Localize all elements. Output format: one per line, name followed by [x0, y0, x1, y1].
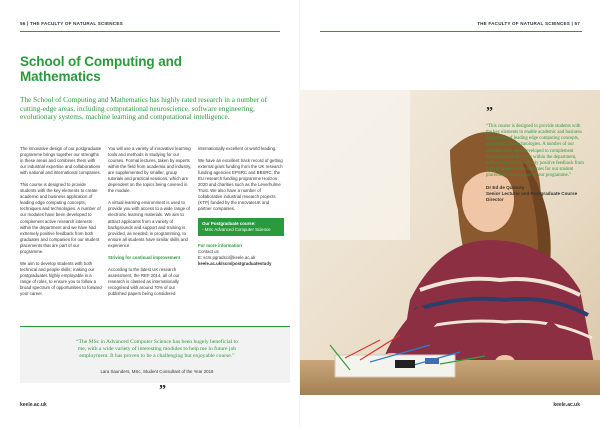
body-paragraph: We have an excellent track record of getting external grant funding from the UK research funding agencies EPSRC and BBSRC, the EU research funding programme Horizon 2020 and charities such as the Leverhulme Trust. We also have a number of collaborative industrial research projects (KTP) funded by the InnovateUK and partner companies. [198, 158, 283, 212]
striving-heading: Striving for continual improvement [108, 254, 181, 260]
right-page-number: 57 [574, 21, 580, 26]
right-section-title: THE FACULTY OF NATURAL SCIENCES [477, 21, 571, 26]
left-header-rule [20, 31, 280, 32]
contact-label: Contact us [198, 249, 219, 255]
page-title: School of Computing and Mathematics [20, 54, 182, 84]
lecturer-quote-text: “This course is designed to provide students with the key elements to enable academic and business application of leading edge computing concepts, techniques and technologies. A number of our modules have been developed to complement active research interests within the department, and we have had extremely positive feedback from both graduates and companies for our student placements that are part of our programme.” [486, 124, 584, 179]
body-paragraph: We aim to develop students with both technical and people skills; making our postgraduates highly employable in a range of roles, to ensure you to follow a broad spectrum of opportunities to forward your career. [20, 260, 102, 297]
contact-url-link[interactable]: keele.ac.uk/scm/postgraduatestudy [198, 261, 272, 267]
contact-email[interactable]: E: scm.pgradsci@keele.ac.uk [198, 255, 256, 261]
student-quote-attribution: Lara Saunders, MSc, Student Consultant of the Year 2016 [100, 369, 214, 374]
quote-mark-icon: ” [159, 383, 166, 398]
body-paragraph: You will use a variety of innovative learning tools and methods in studying for our courses. Formal lectures, taken by experts within the field from academia and industry, are supplemented by smaller, group tutorials and practical sessions, which are dependent on the topics being covered in the module. [108, 146, 192, 194]
left-footer-url[interactable]: keele.ac.uk [20, 402, 47, 408]
body-paragraph: internationally excellent or world leading. [198, 146, 277, 151]
student-quote-text: “The MSc in Advanced Computer Science has been hugely beneficial to me, with a wide variety of interesting modules to help me in future job employment. It has proven to be a challenging but enjoyable course.” [76, 339, 238, 360]
student-quote-box [20, 326, 290, 398]
lecturer-name-text: Dr Ed de Quincey [486, 185, 525, 191]
info-heading: For more information [198, 243, 242, 249]
left-running-head [20, 21, 123, 26]
right-footer-url[interactable]: keele.ac.uk [553, 402, 580, 408]
right-header-rule [320, 31, 582, 32]
course-callout [198, 218, 284, 236]
course-callout-item: - MSc Advanced Computer Science [202, 227, 271, 233]
body-paragraph: This course is designed to provide students with the key elements to create academic and business application of leading edge computing concepts, techniques and technologies. A number of our modules have been developed to complement active research interests within the department and we have had extremely positive feedback from both graduates and companies for our student placements that are part of our programme. [20, 182, 101, 254]
right-separator: | [571, 21, 575, 26]
lecturer-quote [446, 105, 584, 203]
lecturer-name [486, 185, 584, 202]
right-page [300, 0, 600, 428]
quote-mark-icon: ” [486, 105, 493, 120]
body-column-1 [20, 146, 102, 303]
left-separator: | [27, 21, 30, 26]
striving-paragraph: According to the latest UK research assessment, the REF 2014, all of our research is classed as internationally recognised with around 70% of our published papers being considered [108, 266, 180, 296]
left-page-number: 56 [20, 21, 26, 26]
body-paragraph: A virtual learning environment is used to provide you with access to a wide range of electronic learning materials. We aim to attract applicants from a variety of backgrounds and support and training is provided, as needed, in programming, to ensure all students have similar skills and experience. [108, 200, 190, 248]
body-column-2 [108, 146, 192, 303]
body-column-3 [198, 146, 284, 267]
left-section-title: THE FACULTY OF NATURAL SCIENCES [29, 21, 123, 26]
course-callout-heading: Our Postgraduate course: [202, 221, 256, 227]
intro-paragraph: The School of Computing and Mathematics has highly rated research in a number of cutting-edge areas, including computational neuroscience, software engineering, evolutionary systems, machine learning and computational intelligence. [20, 95, 268, 122]
lecturer-role-text: Senior Lecturer and Postgraduate Course Director [486, 191, 578, 202]
right-running-head [477, 21, 580, 26]
body-paragraph: The innovative design of our postgraduate programme brings together our strengths in these areas and combines them with our industrial expertise and collaborations with national and international companies. [20, 146, 102, 176]
